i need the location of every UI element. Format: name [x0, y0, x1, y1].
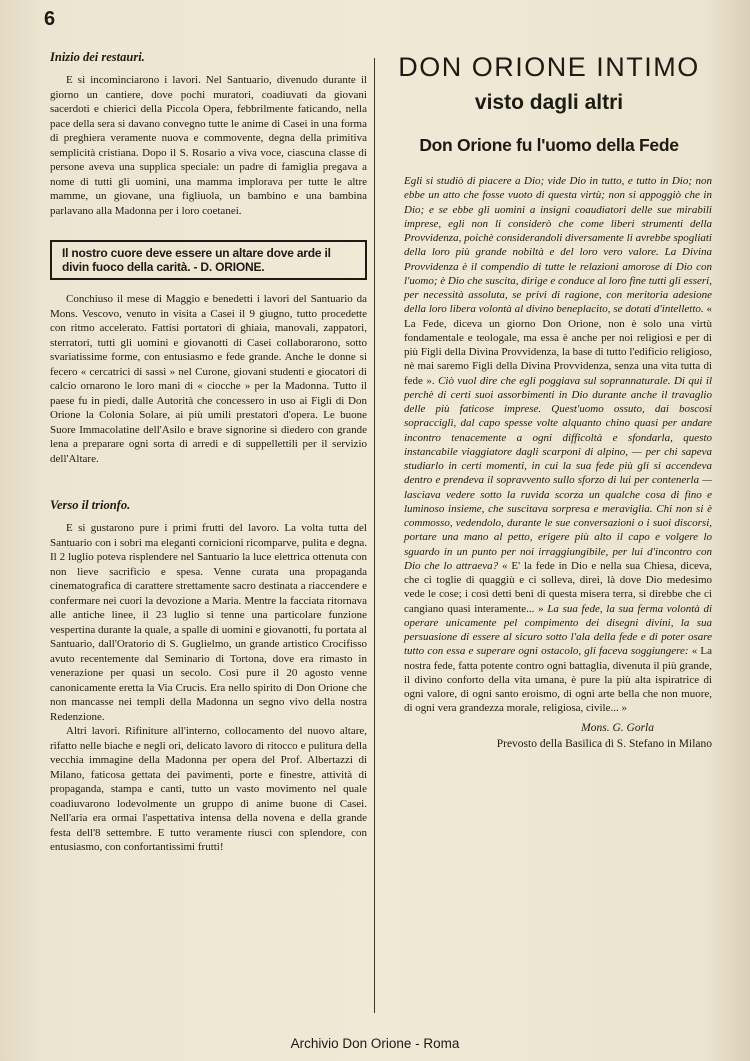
signature-role: Prevosto della Basilica di S. Stefano in Milano	[496, 737, 712, 750]
column-divider	[374, 58, 375, 1013]
paragraph-restauri: E si incominciarono i lavori. Nel Santuario, divenudo durante il giorno un cantiere, dove pochi muratori, coadiuvati da giovani sacerdoti e chierici della Piccola Opera, febbrilmente faticando, nella pace della sera si davano convegno tutte le anime di Casei in una forma di preghiera veramente nuova e commovente, degna della primitiva semplicità cristiana. Dopo il S. Rosario a viva voce, ciascuna classe di persone aveva una supplica speciale: un padre di famiglia pregava a nome di tutti gli uomini, una mamma implorava per tutte le altre mamme, un giovane, una figliuola, un bambino e una bambina parlavano alla Madonna per i loro coetanei.	[50, 74, 367, 217]
article-text-italic-2: Ciò vuol dire che egli poggiava sul soprannaturale. Di qui il perchè di certi suoi assorbimenti in Dio durante anche il travaglio delle più faticose imprese. Quest'uomo ossuto, dai boscosi sopracciglì, dal capo spesse volte alquanto chino quasi per andare incontro tenacemente a ogni difficoltà e sfondarla, questo instancabile viaggiatore dagli scarponi di alpino, — per chi sapeva studiarlo in certi momenti, in cui la sua fede più gli si accendeva dentro e prendeva il sopravvento sullo sforzo di lui per contenerla — lasciava vedere sotto la ruvida scorza un qualche cosa di fino e luminoso insieme, che suscitava sorpresa e meraviglia. Chi non si è commosso, vedendolo, durante le sue conversazioni o i suoi discorsi, portare una mano al petto, erigere più alto il capo e volgere lo sguardo in un punto per noi irraggiungibile, per lui d'incontro con Dio che lo attraeva?	[404, 374, 713, 572]
archive-footer: Archivio Don Orione - Roma	[290, 1036, 460, 1051]
signature-block	[404, 722, 712, 750]
article-body	[404, 174, 712, 716]
article-text-roman-3: « La nostra fede, fatta potente contro ogni battaglia, divenuta il più grande, il divino conforto della vita umana, è pure la più alta ispiratrice di ogni valore, di ogni santo eroismo, di ogni arte bella che non muore, di ogni vera grandezza morale, religiosa, civile... »	[404, 645, 712, 715]
subtitle: visto dagli altri	[474, 91, 624, 114]
right-column	[384, 50, 714, 750]
article-text-italic-1: Egli si studiò di piacere a Dio; vide Dio in tutto, e tutto in Dio; non ebbe un atto che fosse vuoto di questa virtù; non si appoggiò che in Dio; e se ebbe gli uomini a insigni coaudiatori delle sue mirabili imprese, egli non li considerò che come liberi strumenti della Provvidenza, poichè considerandoli diversamente li avrebbe spogliati della loro più grande nobiltà e del loro vero valore. La Divina Provvidenza è il compendio di tutte le relazioni amorose di Dio con l'uomo; è Dio che suscita, dirige e conduce al loro fine tutti gli esseri, per necessità assoluta, se privi di ragione, con meritoria adesione della loro libera volontà al divino beneplacito, se dotati d'intelletto.	[404, 175, 712, 316]
left-column	[50, 50, 367, 855]
section-heading-trionfo: Verso il trionfo.	[50, 498, 131, 512]
paragraph-trionfo-1: E si gustarono pure i primi frutti del lavoro. La volta tutta del Santuario con i sobri ma eleganti cornicioni ricomparve, pulita e degna. Il 2 luglio poteva risplendere nel Santuario la luce elettrica ottenuta con non lieve sacrificio e spesa. Venne curata una propaganda cinematografica di carattere strettamente sacro destinata a riaccendere e confermare nei cuori la devozione a Maria. Mentre la facciata ritornava alle antiche linee, il 23 luglio si tenne una particolare funzione vespertina durante la quale, a spalle di uomini e giovanotti, fu portata al Santuario, dall'Oratorio di S. Guglielmo, un grande artistico Crocifisso avuto recentemente dal Seminario di Tortona, dove era rimasto in venerazione per quasi un secolo. Così pure il 20 agosto venne canonicamente eretta la Via Crucis. Era nello spirito di Don Orione che non mancasse nei templi della Madonna un segno vivo della nostra Redenzione.	[50, 522, 367, 723]
signature-name: Mons. G. Gorla	[581, 721, 654, 734]
quote-box: Il nostro cuore deve essere un altare dove arde il divin fuoco della carità. - D. ORIONE.	[50, 240, 367, 280]
article-text-italic-3: La sua fede, la sua ferma volontà di operare unicamente pel compimento dei disegni divini, la sua persuasione di essere al sicuro sotto l'ala della fede e di poter osare tutto con essa e superare ogni ostacolo, gli faceva soggiungere:	[404, 602, 712, 658]
article-title: Don Orione fu l'uomo della Fede	[419, 135, 679, 155]
section-heading-restauri: Inizio dei restauri.	[50, 50, 145, 64]
paragraph-trionfo-2: Altri lavori. Rifiniture all'interno, collocamento del nuovo altare, rifatto nelle biache e negli ori, delicato lavoro di ritocco e pulitura della vecchia immagine della Madonna per opera del Prof. Albertazzi di Milano, faticosa gettata dei pavimenti, porte e finestre, attività di propaganda, stampa e canti, tutto un vasto movimento nel quale coadiuvarono lodevolmente un gruppo di anime buone di Casei. Nell'aria era ormai l'aspettativa intensa della novena e della grande festa dell'8 settembre. E tutto veramente riuscì con splendore, con entusiasmo, con confortantissimi frutti!	[50, 725, 367, 853]
main-title: DON ORIONE INTIMO	[398, 52, 700, 82]
paragraph-maggio: Conchiuso il mese di Maggio e benedetti i lavori del Santuario da Mons. Vescovo, venuto in visita a Casei il 9 giugno, tutto procedette con ritmo accelerato. Fattisi portatori di ghiaia, manovali, zappatori, sterratori, tutti gli uomini e giovanotti di Casei collaborarono, sotto svariatissime forme, con entusiasmo e fede grande. Anche le donne si fecero « cercatrici di sassi » nel Curone, giovani studenti e giocatori di calcio ornarono le loro mani di « ciocche » per la Madonna. Tutto il paese fu in piedi, dalle Autorità che concessero in uso ai Figli di Don Orione la Colonia Solare, ai più umili prestatori d'opera. Le buone Suore Immacolatine dell'Asilo e brave signorine si diedero con grande lena a preparare ogni sorta di arredi e di suppellettili per il servizio dell'Altare.	[50, 293, 367, 465]
article-text-roman-2: « E' la fede in Dio e nella sua Chiesa, diceva, che ci toglie di quaggiù e ci solleva, direi, là dove Dio medesimo vede le cose; i così detti beni di questa misera terra, si direbbe che ci cangiano quasi interamente... »	[404, 559, 713, 615]
article-text-roman-1: « La Fede, diceva un giorno Don Orione, non è solo una virtù fondamentale e teologale, ma essa è anche per noi religiosi e per di più Figli della Divina Provvidenza, la base di tutto l'edificio religioso, nè mai saremo Figli della Divina Provvidenza, senza una vita tutta di fede ».	[404, 303, 712, 387]
page-number: 6	[44, 8, 56, 30]
